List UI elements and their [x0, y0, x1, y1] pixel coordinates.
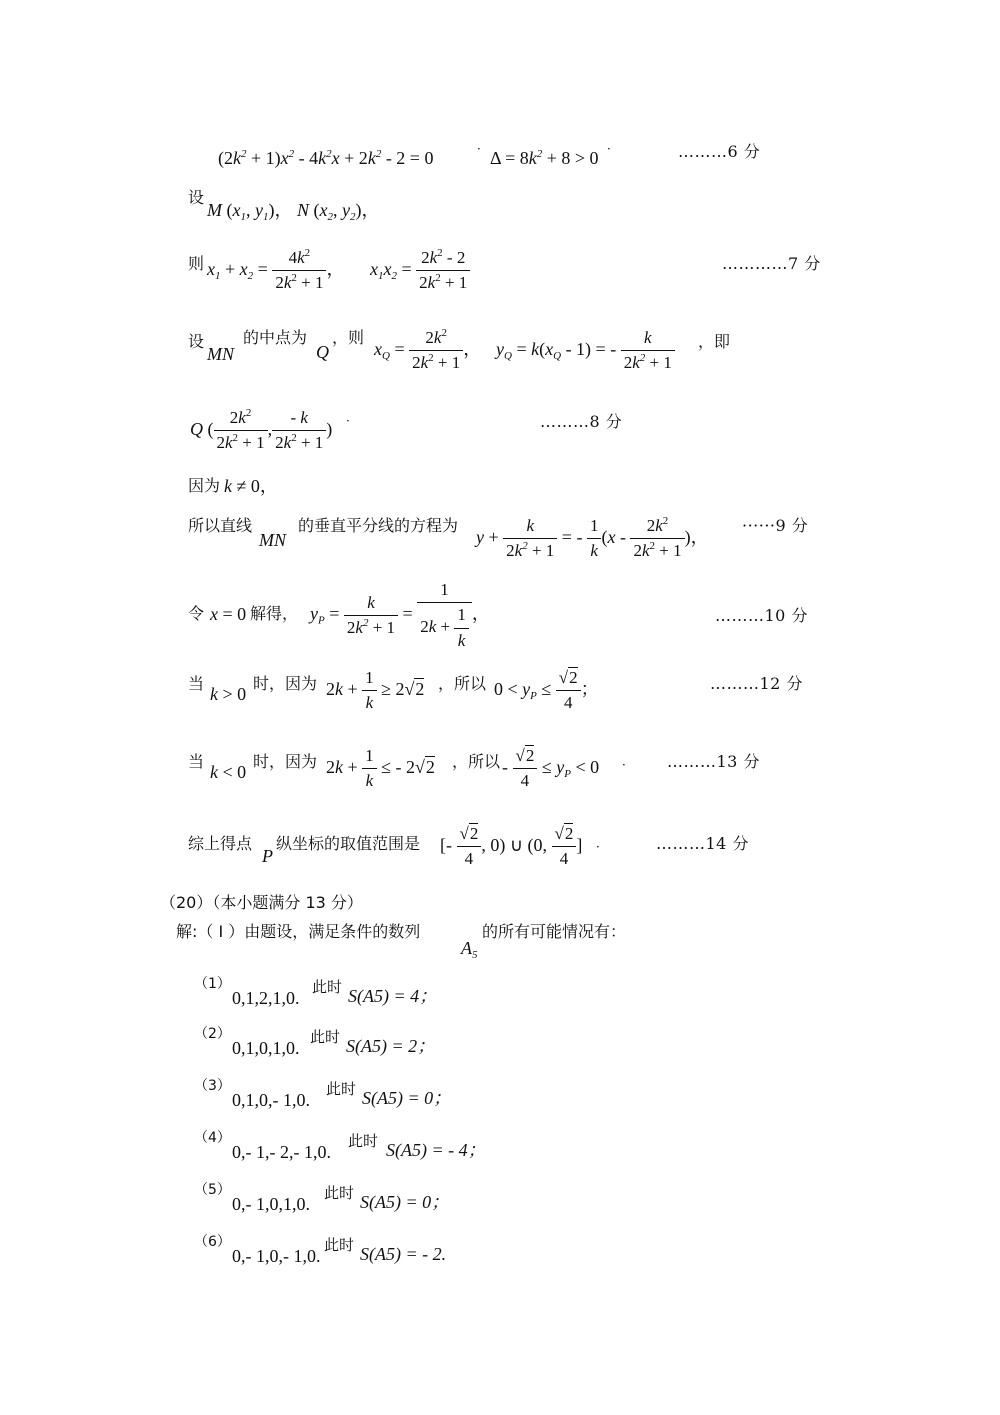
line-mid-text: 时，因为: [253, 752, 318, 771]
line-mid-text: 的中点为: [243, 328, 308, 347]
k-negative-condition: k < 0: [210, 762, 247, 782]
case-word: 此时: [324, 1184, 355, 1202]
case-value: S(A5) = - 2.: [360, 1244, 447, 1264]
x-q-formula: $x_Q$ = $\frac{2k^2}{2k^2 + 1}$ ，: [374, 327, 482, 373]
k-positive-condition: k > 0: [210, 684, 247, 704]
dot-separator: ·: [346, 414, 350, 428]
points-definition: M ($x_1$, $y_1$)， N ($x_2$, $y_2$)，: [207, 200, 380, 223]
line-mid-text: 纵坐标的取值范围是: [276, 834, 421, 853]
yp-formula: $y_P$ = $\frac{k}{2k^2 + 1}$ = 1 2k + $\frac{1}{k}$ ，: [310, 580, 490, 650]
case-value: S(A5) = - 4；: [386, 1140, 486, 1160]
point-q: Q: [316, 342, 329, 362]
line-lead-text: 令: [188, 604, 205, 623]
case-sequence: 0,1,0,1,0.: [232, 1038, 300, 1058]
bisector-equation: y + $\frac{k}{2k^2 + 1}$ = - $\frac{1}{k}$ (x - $\frac{2k^2}{2k^2 + 1}$ )，: [476, 515, 709, 561]
vieta-sum: $x_1 + x_2$ = $\frac{4k^2}{2k^2 + 1}$ ，: [207, 247, 345, 293]
score-marker: …………7 分: [722, 254, 821, 273]
dot-separator: ·: [607, 142, 611, 156]
line-lead-text: 则: [188, 254, 205, 273]
am-gm-inequality-negative: 2k + $\frac{1}{k}$ ≤ - 2√2: [326, 746, 435, 791]
line-lead-text: 当: [188, 674, 205, 693]
line-lead-text: 当: [188, 752, 205, 771]
case-number: （4）: [194, 1130, 231, 1146]
case-sequence: 0,1,0,- 1,0.: [232, 1090, 310, 1110]
case-sequence: 0,- 1,0,- 1,0.: [232, 1246, 321, 1266]
case-word: 此时: [348, 1132, 379, 1150]
case-number: （1）: [194, 976, 231, 992]
score-marker: ………13 分: [667, 752, 760, 771]
case-value: S(A5) = 0；: [360, 1192, 450, 1212]
line-mid-text: ，所以: [438, 674, 487, 693]
yp-range-negative: - $\frac{√2}{4}$ ≤ $y_P < 0$: [502, 746, 600, 791]
dot-separator: ·: [477, 142, 481, 156]
k-nonzero-condition: k ≠ 0，: [224, 476, 278, 497]
score-marker: ………6 分: [678, 142, 761, 161]
line-lead-text: 所以直线: [188, 516, 253, 535]
case-value: S(A5) = 0；: [362, 1088, 452, 1108]
case-number: （6）: [194, 1234, 231, 1250]
discriminant-formula: $\Delta = 8k^2 + 8 > 0$: [490, 148, 599, 168]
case-word: 此时: [324, 1236, 355, 1254]
case-sequence: 0,1,2,1,0.: [232, 988, 300, 1008]
score-marker: ………10 分: [715, 606, 808, 625]
y-q-formula: $y_Q = k(x_Q - 1)$ = - $\frac{k}{2k^2 + 1}$: [496, 328, 675, 374]
segment-mn: MN: [259, 530, 286, 550]
midpoint-coordinates: Q ( $\frac{2k^2}{2k^2 + 1}$ , $\frac{- k}{2k^2 + 1}$ ): [190, 407, 333, 453]
quadratic-equation: $(2k^2 + 1)x^2 - 4k^2x + 2k^2 - 2 = 0$: [218, 148, 434, 168]
yp-range-positive: $0 < y_P$ ≤ $\frac{√2}{4}$ ；: [494, 668, 599, 713]
line-lead-text: 因为: [188, 476, 221, 495]
segment-mn: MN: [207, 344, 234, 364]
dot-separator: ·: [622, 758, 626, 772]
score-marker: ………12 分: [710, 674, 803, 693]
dot-separator: ·: [596, 840, 600, 854]
line-lead-text: 设: [188, 188, 205, 207]
problem-20-heading: （20）（本小题满分 13 分）: [160, 893, 363, 912]
final-range: [- $\frac{√2}{4}$ , 0) ∪ (0, $\frac{√2}{4}$ ]: [440, 824, 583, 869]
case-number: （5）: [194, 1182, 231, 1198]
problem-20-intro-text: 的所有可能情况有：: [482, 922, 627, 941]
case-sequence: 0,- 1,0,1,0.: [232, 1194, 310, 1214]
case-word: 此时: [312, 978, 343, 996]
line-lead-text: 综上得点: [188, 834, 253, 853]
line-lead-text: 设: [188, 332, 205, 351]
case-value: S(A5) = 2；: [346, 1036, 436, 1056]
score-marker: ………14 分: [656, 834, 749, 853]
case-number: （2）: [194, 1026, 231, 1042]
score-marker: ······9 分: [742, 516, 809, 535]
problem-20-intro-text: 解:（ I ）由题设，满足条件的数列: [176, 922, 421, 941]
line-mid-text: ，所以: [452, 752, 501, 771]
line-mid-text: ，则: [332, 328, 365, 347]
case-word: 此时: [326, 1080, 357, 1098]
line-mid-text: ，即: [698, 332, 731, 351]
vieta-product: $x_1x_2$ = $\frac{2k^2 - 2}{2k^2 + 1}$: [370, 248, 470, 294]
line-mid-text: 时，因为: [253, 674, 318, 693]
case-number: （3）: [194, 1078, 231, 1094]
score-marker: ………8 分: [540, 412, 623, 431]
x-zero-condition: x = 0: [210, 604, 247, 624]
point-p: P: [262, 846, 273, 866]
case-word: 此时: [310, 1028, 341, 1046]
line-mid-text: 的垂直平分线的方程为: [298, 516, 459, 535]
sequence-a5: $A_5$: [461, 938, 478, 961]
case-sequence: 0,- 1,- 2,- 1,0.: [232, 1142, 331, 1162]
am-gm-inequality: 2k + $\frac{1}{k}$ ≥ 2√2: [326, 668, 425, 713]
line-mid-text: 解得，: [250, 604, 299, 623]
case-value: S(A5) = 4；: [348, 986, 438, 1006]
